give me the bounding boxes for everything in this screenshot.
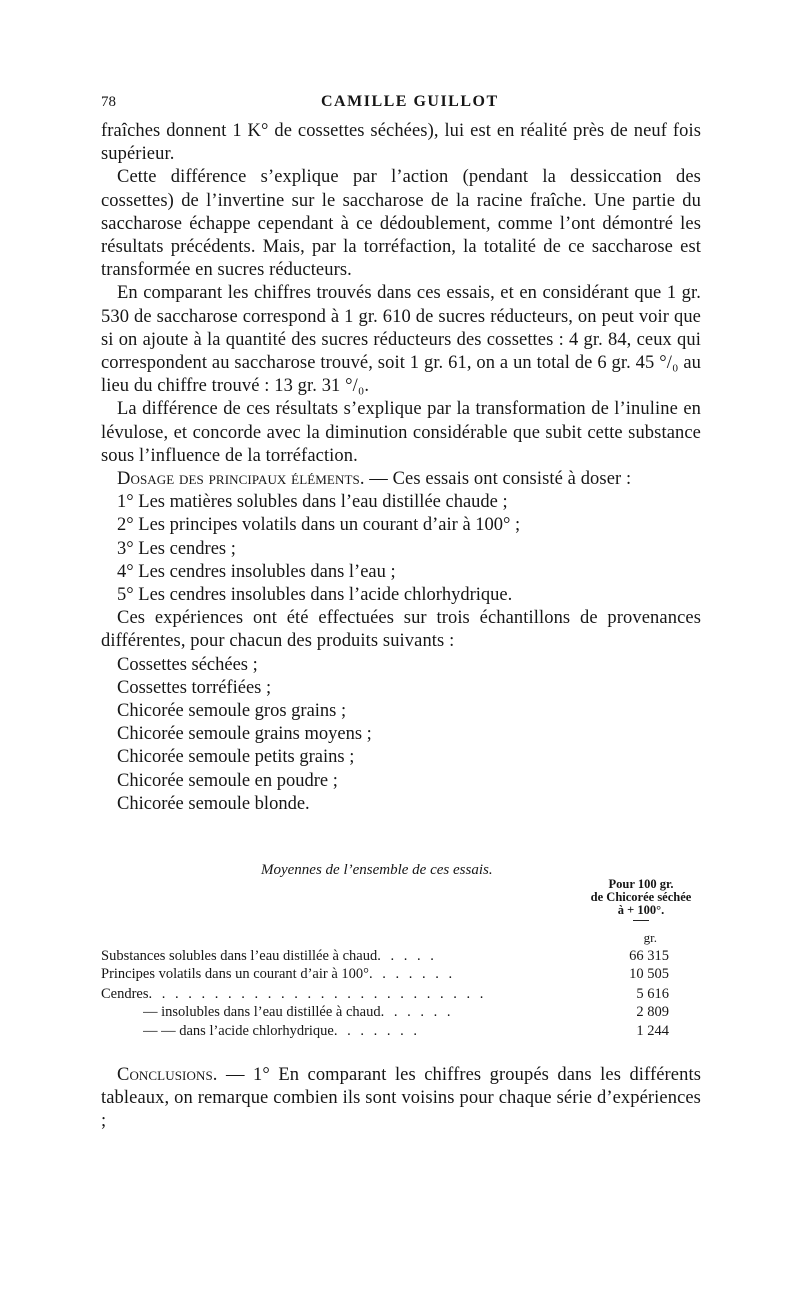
column-unit: gr. <box>643 930 657 945</box>
row-leader: . . . . . . . . . . . . . . . . . . . . . . . . . . <box>148 986 487 1002</box>
paragraph-1: fraîches donnent 1 K° de cossettes séchées), lui est en réalité près de neuf fois supérieur. <box>101 121 701 165</box>
product-item: Chicorée semoule grains moyens ; <box>117 724 372 745</box>
row-value: 1 244 <box>636 1023 669 1039</box>
product-item: Chicorée semoule en poudre ; <box>117 770 338 791</box>
column-header-line: Pour 100 gr. <box>608 877 674 891</box>
row-label: — insolubles dans l’eau distillée à chaud <box>143 1004 381 1020</box>
table-row <box>101 1023 669 1041</box>
conclusion-text: — 1° En comparant les chiffres groupés dans les différents tableaux, on remarque combien ils sont voisins pour chaque série d’expériences ; <box>101 1065 701 1132</box>
column-divider <box>633 920 649 921</box>
table-row <box>101 948 669 966</box>
row-value: 2 809 <box>636 1004 669 1020</box>
paragraph-3: En comparant les chiffres trouvés dans ces essais, et en considérant que 1 gr. 530 de saccharose correspond à 1 gr. 610 de sucres réducteurs, on peut voir que si on ajoute à la quantité des sucres réducteurs des cossettes : 4 gr. 84, ceux qui correspondent au saccharose trouvé, soit 1 gr. 61, on a un total de 6 gr. 45 °/₀ au lieu du chiffre trouvé : 13 gr. 31 °/₀. <box>101 283 701 397</box>
product-item: Chicorée semoule blonde. <box>117 793 310 814</box>
row-label: Substances solubles dans l’eau distillée à chaud <box>101 948 378 964</box>
column-header <box>581 878 701 917</box>
dosage-intro: — Ces essais ont consisté à doser : <box>364 469 632 490</box>
product-item: Cossettes séchées ; <box>117 654 258 675</box>
conclusion-section <box>101 1064 701 1134</box>
row-value: 66 315 <box>629 948 669 964</box>
row-value: 5 616 <box>636 986 669 1002</box>
product-item: Chicorée semoule gros grains ; <box>117 701 347 722</box>
dosage-item: 3° Les cendres ; <box>117 538 236 559</box>
page-number: 78 <box>101 94 116 110</box>
table-row <box>101 1004 669 1022</box>
row-leader: . . . . . . . <box>368 966 456 982</box>
running-title: CAMILLE GUILLOT <box>321 93 499 110</box>
conclusion-paragraph <box>101 1064 701 1134</box>
table-row <box>101 966 669 984</box>
table-caption: Moyennes de l’ensemble de ces essais. <box>261 862 493 878</box>
dosage-item: 5° Les cendres insolubles dans l’acide chlorhydrique. <box>117 585 513 606</box>
row-label: — — dans l’acide chlorhydrique <box>143 1023 334 1039</box>
paragraph-6: Ces expériences ont été effectuées sur trois échantillons de provenances différentes, pour chacun des produits suivants : <box>101 608 701 652</box>
body-text <box>101 120 701 816</box>
dosage-item: 2° Les principes volatils dans un courant d’air à 100° ; <box>117 515 521 536</box>
row-leader: . . . . . . <box>380 1004 454 1020</box>
row-value: 10 505 <box>629 966 669 982</box>
dosage-item: 1° Les matières solubles dans l’eau distillée chaude ; <box>117 492 508 513</box>
averages-table <box>101 862 701 1052</box>
row-leader: . . . . . . . <box>333 1023 420 1039</box>
column-header-line: de Chicorée séchée <box>590 890 692 904</box>
paragraph-dosage <box>101 468 701 491</box>
product-item: Chicorée semoule petits grains ; <box>117 747 355 768</box>
column-header-line: à + 100°. <box>617 903 665 917</box>
page-header <box>101 94 701 116</box>
paragraph-4: La différence de ces résultats s’explique par la transformation de l’inuline en lévulose, et concorde avec la diminution considérable que subit cette substance sous l’influence de la torréfaction. <box>101 399 701 466</box>
row-leader: . . . . . <box>377 948 437 964</box>
product-item: Cossettes torréfiées ; <box>117 677 272 698</box>
paragraph-2: Cette différence s’explique par l’action (pendant la dessiccation des cossettes) de l’invertine sur le saccharose de la racine fraîche. Une partie du saccharose échappe cependant à ce dédoublement, comme l’ont démontré les résultats précédents. Mais, par la torréfaction, la totalité de ce saccharose est transformée en sucres réducteurs. <box>101 167 701 281</box>
dosage-item: 4° Les cendres insolubles dans l’eau ; <box>117 561 396 582</box>
row-label: Cendres <box>101 986 149 1002</box>
dosage-heading: Dosage des principaux éléments. <box>117 469 365 490</box>
conclusion-heading: Conclusions. <box>117 1065 218 1085</box>
table-row <box>101 986 669 1004</box>
row-label: Principes volatils dans un courant d’air à 100° <box>101 966 369 982</box>
